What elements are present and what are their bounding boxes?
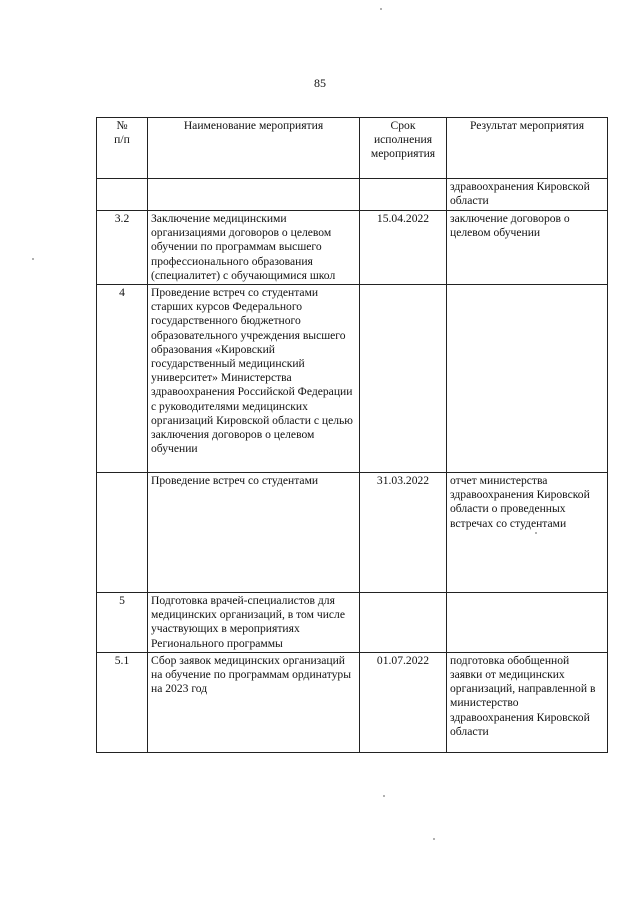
table-row — [97, 179, 608, 211]
header-number — [97, 118, 148, 179]
header-activity-name — [148, 118, 360, 179]
row-deadline — [360, 593, 447, 653]
table-row — [97, 473, 608, 593]
table-header-row — [97, 118, 608, 179]
table-row — [97, 211, 608, 285]
header-deadline-text: Срок исполнения мероприятия — [370, 119, 436, 161]
row-number — [97, 473, 148, 593]
scan-speck — [380, 8, 382, 10]
row-activity: Сбор заявок медицинских организаций на обучение по программам ординатуры на 2023 год — [148, 652, 360, 752]
table-row — [97, 285, 608, 473]
scan-speck — [383, 795, 385, 797]
page-number: 85 — [314, 76, 326, 90]
row-number — [97, 179, 148, 211]
row-deadline: 15.04.2022 — [360, 211, 447, 285]
header-activity-name-text: Наименование мероприятия — [183, 119, 324, 132]
row-result: здравоохранения Кировской области — [447, 179, 608, 211]
row-number: 4 — [97, 285, 148, 473]
row-result: заключение договоров о целевом обучении — [447, 211, 608, 285]
row-deadline — [360, 285, 447, 473]
row-result: отчет министерства здравоохранения Кировской области о проведенных встречах со студентами — [447, 473, 608, 593]
row-deadline: 01.07.2022 — [360, 652, 447, 752]
row-number: 3.2 — [97, 211, 148, 285]
scan-speck — [433, 838, 435, 840]
row-activity: Проведение встреч со студентами — [148, 473, 360, 593]
row-result: подготовка обобщенной заявки от медицинских организаций, направленной в министерство здравоохранения Кировской области — [447, 652, 608, 752]
row-activity: Проведение встреч со студентами старших курсов Федерального государственного бюджетного образовательного учреждения высшего образования «Кировский государственный медицинский университет» Министерства здравоохранения Российской Федерации с руководителями медицинских организаций Кировской области с целью заключения договоров о целевом обучении — [148, 285, 360, 473]
row-deadline — [360, 179, 447, 211]
row-result — [447, 285, 608, 473]
row-result — [447, 593, 608, 653]
header-number-text: № п/п — [114, 119, 130, 147]
table-row — [97, 652, 608, 752]
table-row — [97, 593, 608, 653]
row-number: 5.1 — [97, 652, 148, 752]
scan-speck — [535, 532, 537, 534]
row-activity: Заключение медицинскими организациями договоров о целевом обучении по программам высшего профессионального образования (специалитет) с обучающимися школ — [148, 211, 360, 285]
row-activity — [148, 179, 360, 211]
row-activity: Подготовка врачей-специалистов для медицинских организаций, в том числе участвующих в мероприятиях Регионального программы — [148, 593, 360, 653]
header-result-text: Результат мероприятия — [469, 119, 585, 132]
scan-speck — [32, 258, 34, 260]
row-deadline: 31.03.2022 — [360, 473, 447, 593]
activities-table — [96, 117, 608, 753]
row-number: 5 — [97, 593, 148, 653]
header-deadline — [360, 118, 447, 179]
header-result — [447, 118, 608, 179]
